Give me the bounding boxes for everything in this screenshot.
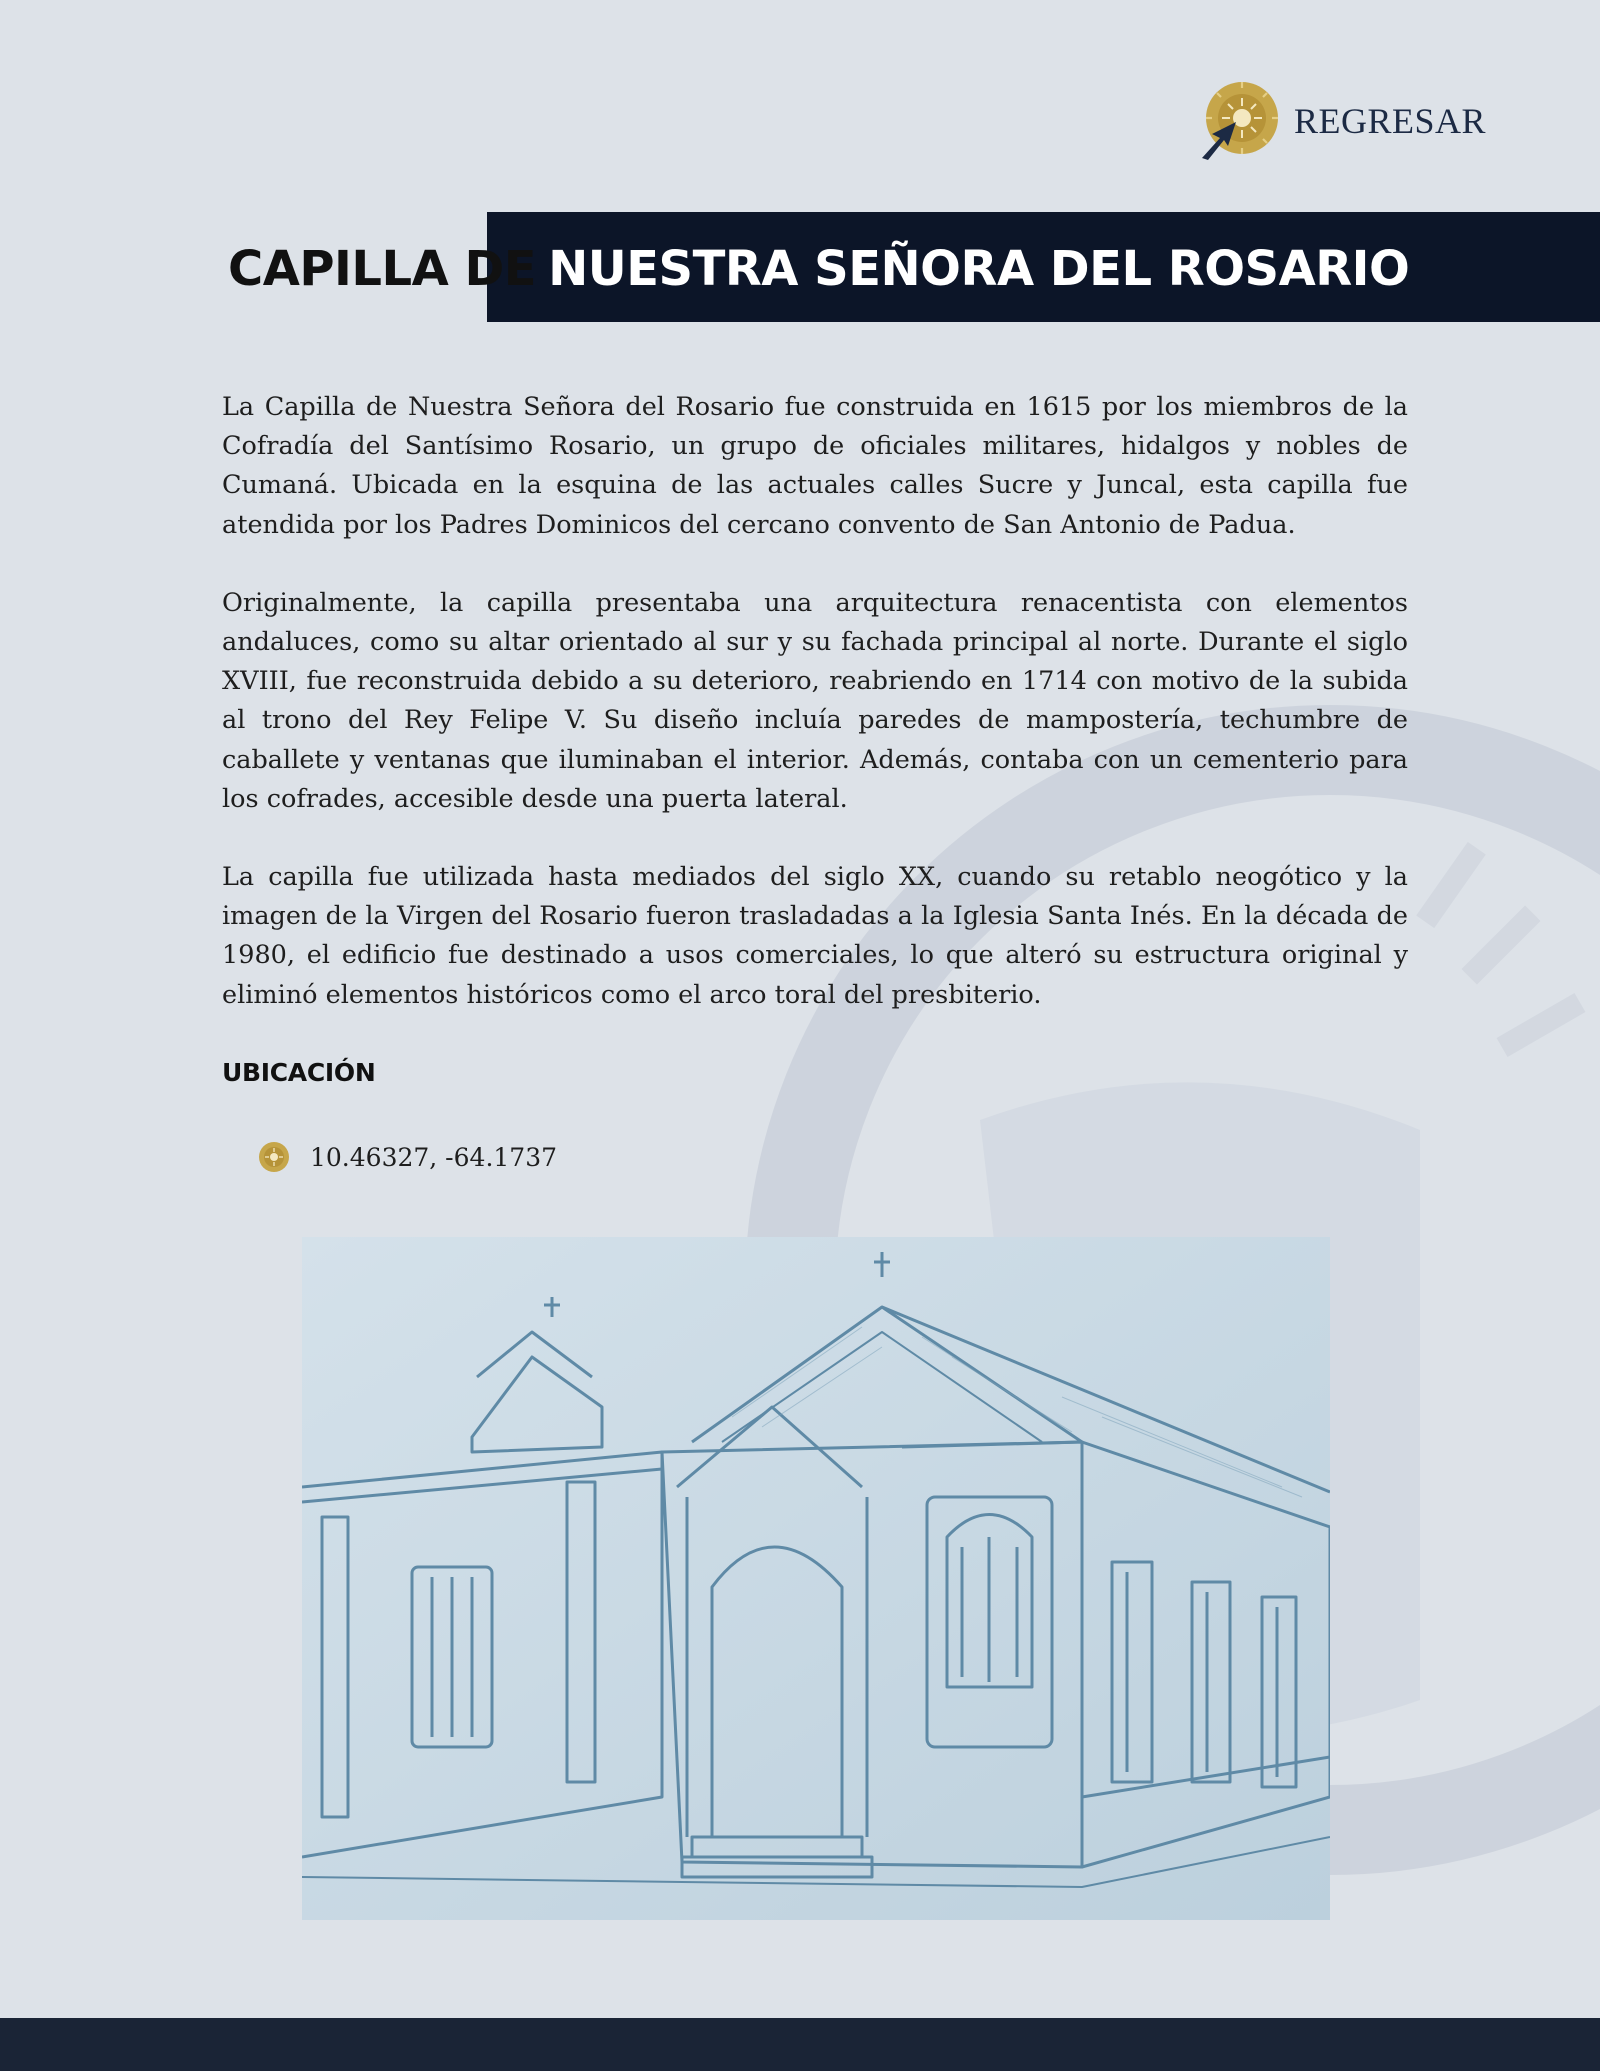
- page-title: [228, 236, 1409, 302]
- paragraph-1: La Capilla de Nuestra Señora del Rosario fue construida en 1615 por los miembros de la Cofradía del Santísimo Rosario, un grupo de oficiales militares, hidalgos y nobles de Cumaná. Ubicada en la esquina de las actuales calles Sucre y Juncal, esta capilla fue atendida por los Padres Dominicos del cercano convento de San Antonio de Padua.: [222, 392, 1408, 540]
- seal-cursor-icon: [1198, 80, 1280, 162]
- title-part-1: CAPILLA DE: [228, 241, 537, 297]
- paragraph-2: Originalmente, la capilla presentaba una arquitectura renacentista con elementos andaluces, como su altar orientado al sur y su fachada principal al norte. Durante el siglo XVIII, fue reconstruida debido a su deterioro, reabriendo en 1714 con motivo de la subida al trono del Rey Felipe V. Su diseño incluía paredes de mampostería, techumbre de caballete y ventanas que iluminaban el interior. Además, contaba con un cementerio para los cofrades, accesible desde una puerta lateral.: [222, 587, 1408, 814]
- gold-seal-icon: [258, 1141, 290, 1173]
- chapel-sketch-image: [302, 1237, 1330, 1920]
- description: [222, 388, 1408, 1054]
- title-part-2: NUESTRA SEÑORA DEL ROSARIO: [548, 241, 1410, 297]
- location-heading: UBICACIÓN: [222, 1058, 376, 1087]
- regresar-label: REGRESAR: [1294, 101, 1487, 141]
- coordinates-value: 10.46327, -64.1737: [310, 1142, 558, 1172]
- paragraph-3: La capilla fue utilizada hasta mediados del siglo XX, cuando su retablo neogótico y la imagen de la Virgen del Rosario fueron trasladadas a la Iglesia Santa Inés. En la década de 1980, el edificio fue destinado a usos comerciales, lo que alteró su estructura original y eliminó elementos históricos como el arco toral del presbiterio.: [222, 862, 1408, 1010]
- regresar-button[interactable]: [1198, 80, 1498, 162]
- footer-bar: [0, 2018, 1600, 2071]
- location-item: [258, 1138, 557, 1176]
